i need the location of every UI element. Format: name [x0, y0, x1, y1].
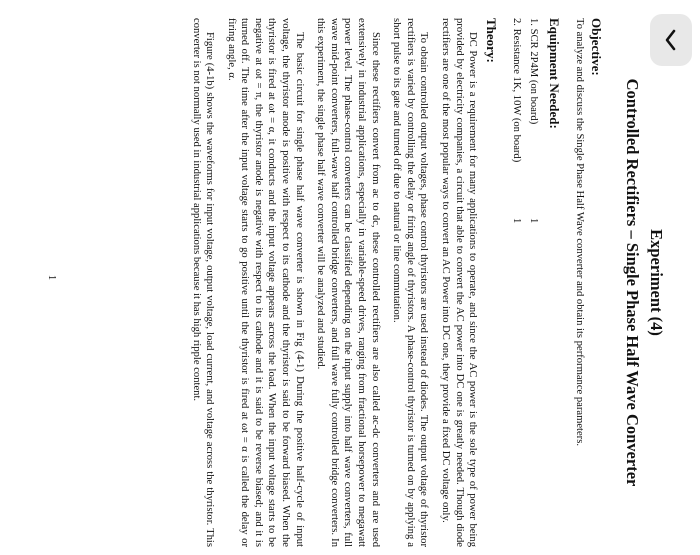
equipment-item	[509, 18, 523, 547]
page-title: Experiment (4)	[647, 229, 666, 336]
document-page	[30, 0, 690, 555]
theory-paragraph: DC Power is a requirement for many applications to operate, and since the AC power is the sole type of power being provided by electricity companies, a circuit that able to convert the AC power into DC one is greatly needed. Though diode rectifiers are one of the most popular ways to convert an AC Power into DC one, they provide a fixed DC voltage only.	[440, 18, 479, 547]
equipment-heading: Equipment Needed:	[547, 18, 563, 129]
page-number: 1	[45, 274, 57, 281]
equipment-item-qty: 1	[510, 218, 522, 224]
page-subtitle: Controlled Rectifiers – Single Phase Half Wave Converter	[623, 78, 642, 487]
theory-paragraph: Figure (4-1b) shows the waveforms for input voltage, output voltage, load current, and voltage across the thyristor. This converter is not normally used in industrial applications because it has high ripple content.	[190, 18, 216, 547]
theory-paragraph: The basic circuit for single phase half wave converter is shown in Fig (4-1) During the positive half-cycle of input voltage, the thyristor anode is positive with respect to its cathode and the thyristor is said to be forward biased. When the thyristor is fired at ωt = α, it conducts and the input voltage appears across the load. When the input voltage starts to be negative at ωt = π, the thyristor anode is negative with respect to its cathode and it is said to be reverse biased; and it is turned off. The time after the input voltage starts to go positive until the thyristor is fired at ωt = α is called the delay or firing angle, α.	[225, 18, 305, 547]
equipment-item	[527, 18, 541, 547]
objective-text: To analyze and discuss the Single Phase Half Wave converter and obtain its performance parameters.	[574, 18, 585, 446]
equipment-item-name: 1. SCR 2P4M (on board)	[528, 18, 540, 125]
panel-toggle-button[interactable]	[650, 14, 692, 66]
theory-paragraph: To obtain controlled output voltages, phase control thyristors are used instead of diodes. The output voltage of thyristor rectifiers is varied by controlling the delay or firing angle of thyristors. A phase-control thyristor is turned on by applying a short pulse to its gate and turned off due to natural or line commutation.	[391, 18, 430, 547]
theory-heading: Theory:	[484, 18, 500, 63]
objective-heading: Objective:	[589, 18, 604, 76]
chevron-left-icon	[664, 29, 678, 51]
equipment-item-name: 2. Resistance 1K, 10W (on board)	[510, 18, 522, 163]
equipment-item-qty: 1	[528, 218, 540, 224]
equipment-list	[509, 18, 540, 547]
theory-paragraph: Since these rectifiers convert from ac to dc, these controlled rectifiers are also called ac-dc converters and are used extensively in industrial applications, especially in variable-speed drives, ranging from fractional horsepower to megawatt power level. The phase-control converters can be classified depending on the input supply into half wave converters, full wave mid-point converters, full-wave half controlled bridge converters, and full wave fully controlled bridge converters. In this experiment, the single phase half wave converter will be analyzed and studied.	[315, 18, 381, 547]
